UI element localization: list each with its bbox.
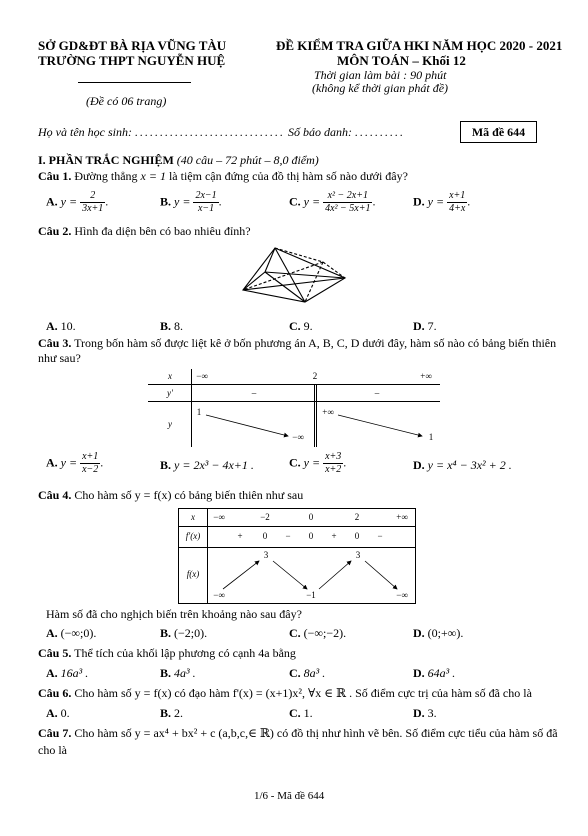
q2-b: 8. <box>174 319 184 333</box>
option-label: C. <box>289 666 301 680</box>
q1-a-num: 2 <box>80 191 105 203</box>
q6-b: 2. <box>174 706 184 720</box>
q3-y-1b: 1 <box>428 432 434 442</box>
q4-c: (−∞;−2). <box>303 626 347 640</box>
q5-c: 8a³ . <box>303 666 326 680</box>
header-rule <box>78 82 191 83</box>
option-label: D. <box>413 319 425 333</box>
student-name-dots: .............................. <box>134 125 285 139</box>
q1-a-den: 3x+1 <box>82 203 104 214</box>
q2-d: 7. <box>427 319 437 333</box>
q1-d-den: 4+x <box>449 203 466 214</box>
q3-variation-table <box>148 369 440 447</box>
option-label: D. <box>413 666 425 680</box>
q4-x2: 0 <box>308 512 314 522</box>
option-label: B. <box>160 319 172 333</box>
q5-option-d[interactable] <box>413 666 455 681</box>
q3-arrows <box>148 369 440 447</box>
q3-c-num: x+3 <box>325 451 342 462</box>
q4-sign2: − <box>285 531 291 541</box>
q2-a: 10. <box>60 319 76 333</box>
q1-b-den: x−1 <box>197 203 215 214</box>
q4-fprime-label: f'(x) <box>185 531 201 541</box>
q1-option-c[interactable]: C. y = $\frac{\text{x² − 2x+1}}{\text{4x² − 5x+1}}$ . <box>289 190 376 214</box>
q4-f-label: f(x) <box>186 569 200 579</box>
q1-c-num: x² − 2x+1 <box>323 191 372 203</box>
q6-option-b[interactable] <box>160 706 183 721</box>
q4-f-mid: −1 <box>306 590 316 600</box>
q3-a-den: x−2 <box>82 464 99 475</box>
q4-f-top1: 3 <box>263 550 269 560</box>
q1-c-pre: y = <box>303 194 321 209</box>
q1-b-num: 2x−1 <box>195 190 217 201</box>
q3-c-den: x+2 <box>325 464 342 475</box>
q4-f-top2: 3 <box>355 550 361 560</box>
q1-c-den: 4x² − 5x+1 <box>325 203 371 214</box>
option-label: A. <box>46 194 58 209</box>
q4-x4: +∞ <box>396 512 408 522</box>
q7-text: Cho hàm số y = ax⁴ + bx² + c (a,b,c,∈ ℝ) có đồ thị như hình vẽ bên. Số điểm cực tiểu của hàm số đã <box>74 726 558 740</box>
question-1 <box>38 169 408 184</box>
q4-x1: −2 <box>260 512 270 522</box>
q4-option-c[interactable] <box>289 626 346 641</box>
q6-option-d[interactable] <box>413 706 437 721</box>
option-label: A. <box>46 455 58 470</box>
q4-d: (0;+∞). <box>427 626 464 640</box>
q4-option-a[interactable] <box>46 626 96 641</box>
q3-b: y = 2x³ − 4x+1 . <box>174 458 254 472</box>
section-title: I. PHẦN TRẮC NGHIỆM <box>38 153 174 167</box>
subject: MÔN TOÁN – Khối 12 <box>337 53 466 68</box>
option-label: D. <box>413 194 425 209</box>
section-heading <box>38 153 319 168</box>
q4-sign5: 0 <box>354 531 360 541</box>
option-label: A. <box>46 706 58 720</box>
question-2 <box>38 224 251 239</box>
q7-label: Câu 7. <box>38 726 72 740</box>
q5-option-b[interactable] <box>160 666 196 681</box>
page-count: (Đề có 06 trang) <box>86 94 167 108</box>
option-label: B. <box>160 194 172 209</box>
polyhedron-figure <box>235 242 355 308</box>
student-info-line <box>38 125 405 140</box>
option-label: C. <box>289 319 301 333</box>
q6-c: 1. <box>303 706 313 720</box>
q5-text: Thể tích của khối lập phương có cạnh 4a bằng <box>74 646 296 660</box>
q4-x3: 2 <box>354 512 360 522</box>
q3-a-pre: y = <box>60 455 78 470</box>
q1-d-pre: y = <box>427 194 445 209</box>
q4-x-label: x <box>191 512 195 522</box>
q1-text-b: là tiệm cận đứng của đồ thị hàm số nào dưới đây? <box>168 169 408 183</box>
q3-option-b[interactable] <box>160 458 254 473</box>
q2-option-b[interactable] <box>160 319 183 334</box>
option-label: B. <box>160 626 172 640</box>
q4-text: Cho hàm số y = f(x) có bảng biến thiên như sau <box>74 488 304 502</box>
option-label: C. <box>289 706 301 720</box>
q2-option-c[interactable] <box>289 319 313 334</box>
q4-option-b[interactable] <box>160 626 207 641</box>
q2-option-d[interactable] <box>413 319 437 334</box>
q3-x-2: 2 <box>312 371 318 381</box>
q2-option-a[interactable] <box>46 319 76 334</box>
option-label: A. <box>46 666 58 680</box>
exam-time: Thời gian làm bài : 90 phút <box>314 68 447 82</box>
q3-y-label: y <box>168 419 172 429</box>
q4-f-bot1: −∞ <box>213 590 225 600</box>
q4-x0: −∞ <box>213 512 225 522</box>
q5-a: 16a³ . <box>60 666 89 680</box>
q6-option-c[interactable] <box>289 706 313 721</box>
q2-c: 9. <box>303 319 313 333</box>
q4-f-bot2: −∞ <box>396 590 408 600</box>
q4-variation-table <box>178 508 416 604</box>
q4-sign1: 0 <box>262 531 268 541</box>
option-label: D. <box>413 626 425 640</box>
q1-d-num: x+1 <box>449 190 466 201</box>
q3-label: Câu 3. <box>38 336 72 350</box>
q3-option-d[interactable] <box>413 458 512 473</box>
question-3 <box>38 336 556 351</box>
q4-option-d[interactable] <box>413 626 463 641</box>
q1-text-a: Đường thẳng <box>74 169 138 183</box>
student-name-label: Họ và tên học sinh: <box>38 125 132 139</box>
question-4 <box>38 488 303 503</box>
option-label: D. <box>413 706 425 720</box>
q2-text: Hình đa diện bên có bao nhiêu đỉnh? <box>74 224 251 238</box>
q1-option-d[interactable]: D. y = $\frac{x+1}{4+x}$ . <box>413 190 471 214</box>
q4-sign0: + <box>237 531 243 541</box>
q6-d: 3. <box>427 706 437 720</box>
q3-x-label: x <box>168 371 172 381</box>
q7-text-2: cho là <box>38 743 67 757</box>
q6-a: 0. <box>60 706 70 720</box>
q6-text: Cho hàm số y = f(x) có đạo hàm f'(x) = (x+1)x², ∀x ∈ ℝ . Số điểm cực trị của hàm số đã cho là <box>74 686 532 700</box>
q4-arrows <box>179 509 415 603</box>
q1-eq: x = 1 <box>140 169 166 183</box>
q1-label: Câu 1. <box>38 169 72 183</box>
q1-option-a[interactable]: A. y = $\frac{2}{3x+1}$ . <box>46 190 109 214</box>
q5-d: 64a³ . <box>427 666 456 680</box>
option-label: A. <box>46 319 58 333</box>
option-label: C. <box>289 455 301 470</box>
option-label: D. <box>413 458 425 472</box>
q5-option-c[interactable] <box>289 666 325 681</box>
q3-y-pinf: +∞ <box>322 407 334 417</box>
q3-c-pre: y = <box>303 455 321 470</box>
q3-text: Trong bốn hàm số được liệt kê ở bốn phương án A, B, C, D dưới đây, hàm số nào có bảng biến thiên <box>74 336 557 350</box>
q4-label: Câu 4. <box>38 488 72 502</box>
q3-y-1a: 1 <box>196 407 202 417</box>
question-5 <box>38 646 296 661</box>
q4-question: Hàm số đã cho nghịch biến trên khoảng nào sau đây? <box>46 607 302 621</box>
q4-a: (−∞;0). <box>60 626 97 640</box>
q4-b: (−2;0). <box>174 626 208 640</box>
exam-title: ĐỀ KIỂM TRA GIỮA HKI NĂM HỌC 2020 - 2021 <box>276 38 563 53</box>
q4-sign3: 0 <box>308 531 314 541</box>
school-name: TRƯỜNG THPT NGUYỄN HUỆ <box>38 53 226 68</box>
q1-a-pre: y = <box>60 194 78 209</box>
q3-x-ninf: −∞ <box>196 371 208 381</box>
sbd-label: Số báo danh: <box>287 125 352 139</box>
q3-sign1: – <box>251 388 257 398</box>
q3-y-ninf: −∞ <box>292 432 304 442</box>
q6-label: Câu 6. <box>38 686 72 700</box>
q3-x-pinf: +∞ <box>420 371 432 381</box>
dept-name: SỞ GD&ĐT BÀ RỊA VŨNG TÀU <box>38 38 227 53</box>
q3-option-a[interactable]: A. y = $\frac{x+1}{x-2}$ . <box>46 451 104 475</box>
q3-text-2: như sau? <box>38 351 81 365</box>
q2-label: Câu 2. <box>38 224 72 238</box>
option-label: B. <box>160 458 172 472</box>
q3-yprime-label: y' <box>167 388 173 398</box>
q4-sign4: + <box>331 531 337 541</box>
option-label: C. <box>289 626 301 640</box>
q1-option-b[interactable]: B. y = $\frac{2x-1}{x-1}$ . <box>160 190 222 214</box>
q5-option-a[interactable] <box>46 666 88 681</box>
option-label: B. <box>160 666 172 680</box>
q3-d: y = x⁴ − 3x² + 2 . <box>427 458 512 472</box>
option-label: C. <box>289 194 301 209</box>
q3-option-c[interactable]: C. y = $\frac{x+3}{x+2}$ . <box>289 451 347 475</box>
question-6 <box>38 686 532 701</box>
sbd-dots: .......... <box>354 125 405 139</box>
q3-sign2: – <box>374 388 380 398</box>
q4-sign6: − <box>377 531 383 541</box>
exam-time-note: (không kể thời gian phát đề) <box>312 81 449 95</box>
option-label: B. <box>160 706 172 720</box>
q5-label: Câu 5. <box>38 646 72 660</box>
question-7 <box>38 726 558 741</box>
q3-a-num: x+1 <box>82 451 99 462</box>
q5-b: 4a³ . <box>174 666 196 680</box>
section-note: (40 câu – 72 phút – 8,0 điểm) <box>176 153 319 167</box>
option-label: A. <box>46 626 58 640</box>
exam-code-box: Mã đề 644 <box>460 121 537 143</box>
page-footer: 1/6 - Mã đề 644 <box>254 790 325 802</box>
q6-option-a[interactable] <box>46 706 70 721</box>
q1-b-pre: y = <box>174 194 191 209</box>
